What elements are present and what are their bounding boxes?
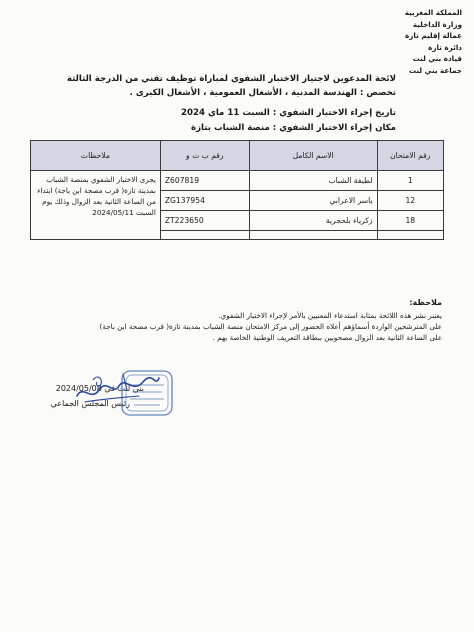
header-notes: ملاحظات: [31, 141, 161, 171]
table-row: [31, 171, 444, 191]
handwritten-signature: [73, 366, 163, 410]
full-name-cell: زكرياء بلحجرية: [249, 211, 377, 231]
exam-date-line: تاريخ إجراء الاختبار الشفوي : السبت 11 ماي 2024: [181, 108, 396, 118]
header-circle: دائرة تازة: [428, 42, 462, 52]
remarks-line-2: على المترشحين الواردة أسماؤهم أعلاه الحضور إلى مركز الامتحان منصة الشباب بمدينة تازة( قرب مصحة ابن باجة): [99, 322, 442, 331]
blank-cell: [249, 231, 377, 240]
exam-place-line: مكان إجراء الاختبار الشفوي : منصة الشباب بتازة: [191, 123, 396, 133]
header-exam-number: رقم الامتحان: [377, 141, 443, 171]
cin-cell: ZT223650: [160, 211, 249, 231]
cin-cell: ZG137954: [160, 191, 249, 211]
header-cin: رقم ب ت و: [160, 141, 249, 171]
header-caidat: قيادة بني لنت: [412, 54, 462, 64]
blank-cell: [377, 231, 443, 240]
full-name-cell: ياسر الاعرابي: [249, 191, 377, 211]
exam-number-cell: 12: [377, 191, 443, 211]
table-header-row: [31, 141, 444, 171]
remarks-title: ملاحظة:: [409, 298, 442, 307]
full-name-cell: لطيفة الشباب: [249, 171, 377, 191]
document-title: لائحة المدعوين لاجتياز الاختبار الشفوي لمباراة توظيف تقني من الدرجة الثالثة: [66, 74, 396, 84]
header-kingdom: المملكة المغربية: [404, 8, 462, 17]
candidates-table: [30, 140, 444, 240]
header-commune: جماعة بني لنت: [408, 65, 462, 75]
specialty-line: تخصص : الهندسة المدنية ، الأشغال العمومية ، الأشغال الكبرى .: [129, 88, 396, 98]
remarks-section: [26, 297, 442, 343]
signatory-title: رئيس المجلس الجماعي: [50, 399, 130, 408]
header-ministry: وزارة الداخلية: [412, 19, 462, 29]
blank-cell: [160, 231, 249, 240]
cin-cell: Z607819: [160, 171, 249, 191]
document-title-block: [66, 72, 396, 136]
remarks-line-3: على الساعة الثانية بعد الزوال مصحوبين ببطاقة التعريف الوطنية الخاصة بهم .: [212, 333, 442, 342]
header-prefecture: عمالة إقليم تازة: [405, 31, 462, 41]
header-full-name: الاسم الكامل: [249, 141, 377, 171]
signature-date: بني لنت في 2024/05/08: [55, 384, 144, 393]
exam-number-cell: 1: [377, 171, 443, 191]
notes-cell: يجرى الاختبار الشفوي بمنصة الشباب بمدينة تازة( قرب مصحة ابن باجة) ابتداء من الساعة الثانية بعد الزوال وذلك يوم السبت 2024/05/11: [31, 171, 161, 240]
remarks-line-1: يعتبر نشر هذه اللائحة بمثابة استدعاء المعنيين بالأمر لإجراء الاختبار الشفوي.: [218, 311, 442, 320]
administrative-header: [352, 7, 462, 77]
exam-number-cell: 18: [377, 211, 443, 231]
